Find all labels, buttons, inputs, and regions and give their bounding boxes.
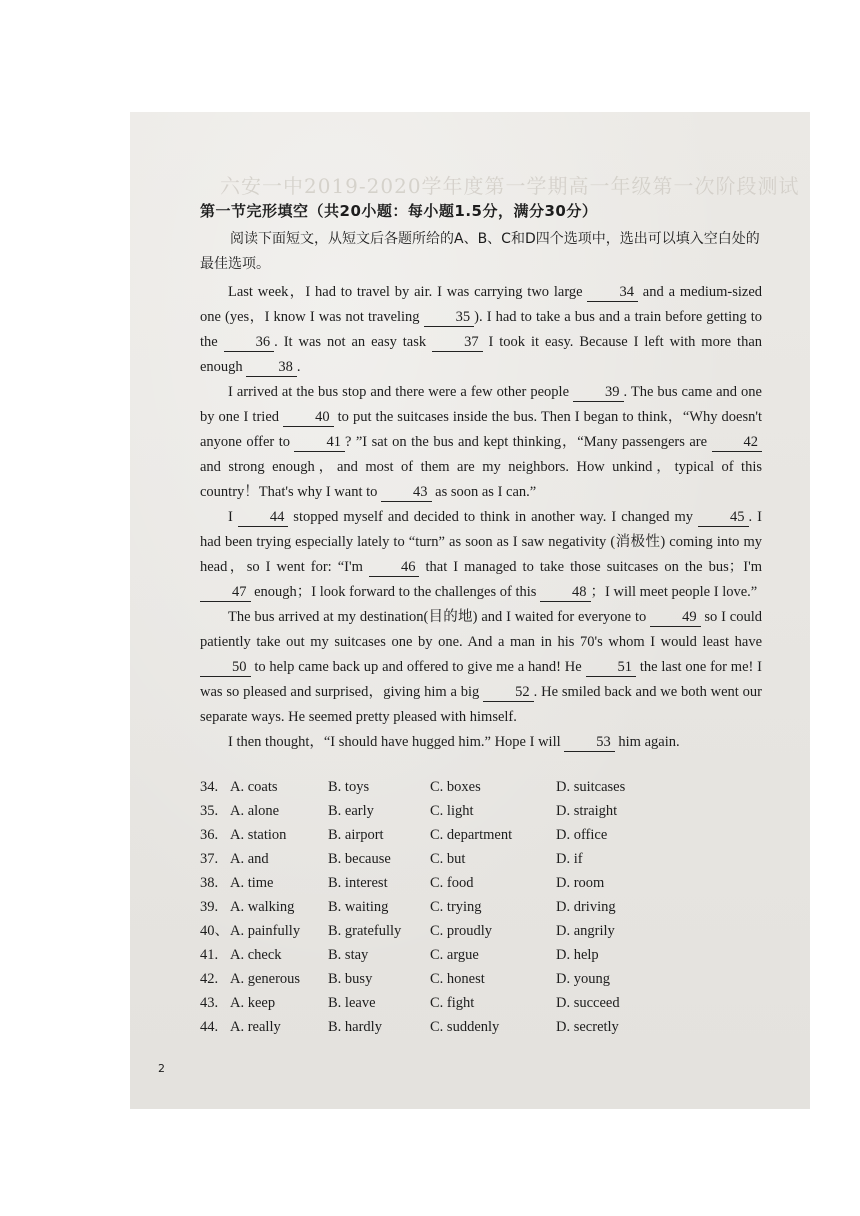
cloze-passage [200, 280, 762, 755]
option-c: C. suddenly [430, 1019, 500, 1035]
option-row [200, 1015, 760, 1039]
blank-50: 50 [200, 658, 251, 677]
passage-paragraph [200, 380, 762, 505]
option-a: A. generous [230, 971, 301, 987]
option-b: B. because [328, 851, 391, 867]
blank-41: 41 [294, 433, 345, 452]
option-a: A. time [230, 875, 274, 891]
blank-36: 36 [224, 333, 275, 352]
question-number: 34. [200, 779, 219, 795]
option-a: A. really [230, 1019, 281, 1035]
page-number: 2 [158, 1062, 165, 1075]
option-b: B. stay [328, 947, 369, 963]
passage-text: I took it easy. Because I left with more than enough [200, 334, 762, 375]
section-title: 第一节完形填空（共20小题：每小题1.5分，满分30分） [200, 202, 598, 220]
question-number: 41. [200, 947, 219, 963]
option-row [200, 919, 760, 943]
option-b: B. hardly [328, 1019, 382, 1035]
question-number: 37. [200, 851, 219, 867]
option-a: A. alone [230, 803, 280, 819]
option-a: A. station [230, 827, 287, 843]
option-a: A. keep [230, 995, 276, 1011]
option-d: D. succeed [556, 995, 620, 1011]
option-c: C. argue [430, 947, 479, 963]
option-a: A. coats [230, 779, 278, 795]
option-row [200, 943, 760, 967]
option-b: B. early [328, 803, 374, 819]
option-b: B. toys [328, 779, 370, 795]
passage-text: ? ”I sat on the bus and kept thinking，“Many passengers are [344, 434, 712, 450]
option-d: D. help [556, 947, 599, 963]
passage-text: I [228, 509, 238, 525]
passage-text: him again. [614, 734, 680, 750]
answer-options [200, 775, 760, 1039]
passage-text: I then thought，“I should have hugged him.” Hope I will [228, 734, 565, 750]
passage-text: enough；I look forward to the challenges of this [250, 584, 541, 600]
option-c: C. light [430, 803, 474, 819]
option-c: C. but [430, 851, 466, 867]
blank-38: 38 [246, 358, 297, 377]
passage-text: and a medium-sized one (yes，I know I was not traveling [200, 284, 762, 325]
option-d: D. driving [556, 899, 616, 915]
blank-52: 52 [483, 683, 534, 702]
question-number: 40、 [200, 923, 229, 939]
question-number: 35. [200, 803, 219, 819]
option-b: B. interest [328, 875, 388, 891]
question-number: 39. [200, 899, 219, 915]
passage-paragraph [200, 280, 762, 380]
passage-text: . I had been trying especially lately to “turn” as soon as I saw negativity (消极性) coming into my head，so I went for: “I'm [200, 509, 762, 575]
blank-44: 44 [238, 508, 289, 527]
passage-text: stopped myself and decided to think in another way. I changed my [288, 509, 699, 525]
option-d: D. secretly [556, 1019, 619, 1035]
blank-46: 46 [369, 558, 420, 577]
passage-text: as soon as I can.” [431, 484, 537, 500]
passage-text: The bus arrived at my destination(目的地) and I waited for everyone to [228, 609, 651, 625]
option-b: B. waiting [328, 899, 389, 915]
blank-42: 42 [712, 433, 763, 452]
option-a: A. painfully [230, 923, 301, 939]
option-d: D. suitcases [556, 779, 626, 795]
blank-51: 51 [586, 658, 637, 677]
passage-text: . He smiled back and we both went our separate ways. He seemed pretty pleased with himself. [200, 684, 762, 725]
option-row [200, 967, 760, 991]
blank-37: 37 [432, 333, 483, 352]
passage-text: . The bus came and one by one I tried [200, 384, 762, 425]
passage-text: that I managed to take those suitcases on the bus；I'm [419, 559, 762, 575]
option-d: D. young [556, 971, 610, 987]
option-c: C. proudly [430, 923, 493, 939]
option-c: C. trying [430, 899, 482, 915]
option-d: D. straight [556, 803, 618, 819]
section-instructions: 阅读下面短文，从短文后各题所给的A、B、C和D四个选项中，选出可以填入空白处的最佳选项。 [200, 231, 760, 272]
bleed-through-header: 六安一中2019-2020学年度第一学期高一年级第一次阶段测试 [220, 174, 800, 198]
blank-48: 48 [540, 583, 591, 602]
option-c: C. fight [430, 995, 475, 1011]
option-c: C. boxes [430, 779, 481, 795]
passage-paragraph [200, 505, 762, 605]
blank-45: 45 [698, 508, 749, 527]
option-d: D. room [556, 875, 605, 891]
question-number: 43. [200, 995, 219, 1011]
passage-text: and strong enough，and most of them are my neighbors. How unkind，typical of this country！That's why I want to [200, 459, 762, 500]
blank-43: 43 [381, 483, 432, 502]
option-row [200, 775, 760, 799]
option-c: C. department [430, 827, 513, 843]
exam-paper [130, 112, 810, 1109]
option-row [200, 823, 760, 847]
passage-text: to help came back up and offered to give me a hand! He [250, 659, 586, 675]
option-d: D. angrily [556, 923, 615, 939]
option-row [200, 799, 760, 823]
option-row [200, 895, 760, 919]
passage-paragraph [200, 730, 762, 755]
option-b: B. leave [328, 995, 376, 1011]
option-c: C. honest [430, 971, 485, 987]
passage-text: so I could patiently take out my suitcases one by one. And a man in his 70's whom I would least have [200, 609, 762, 650]
passage-text: ). I had to take a bus and a train before getting to the [200, 309, 762, 350]
question-number: 44. [200, 1019, 219, 1035]
question-number: 36. [200, 827, 219, 843]
question-number: 42. [200, 971, 219, 987]
passage-text: I arrived at the bus stop and there were a few other people [228, 384, 574, 400]
blank-47: 47 [200, 583, 251, 602]
passage-text: Last week，I had to travel by air. I was carrying two large [228, 284, 588, 300]
option-row [200, 847, 760, 871]
option-b: B. busy [328, 971, 373, 987]
passage-text: to put the suitcases inside the bus. Then I began to think，“Why doesn't anyone offer to [200, 409, 762, 450]
passage-text: . It was not an easy task [274, 334, 433, 350]
blank-49: 49 [650, 608, 701, 627]
option-c: C. food [430, 875, 474, 891]
blank-39: 39 [573, 383, 624, 402]
blank-34: 34 [587, 283, 638, 302]
option-a: A. check [230, 947, 282, 963]
blank-40: 40 [283, 408, 334, 427]
blank-35: 35 [424, 308, 475, 327]
option-d: D. if [556, 851, 583, 867]
passage-text: ；I will meet people I love.” [590, 584, 758, 600]
option-a: A. walking [230, 899, 295, 915]
passage-paragraph [200, 605, 762, 730]
option-d: D. office [556, 827, 608, 843]
option-a: A. and [230, 851, 269, 867]
option-b: B. airport [328, 827, 384, 843]
blank-53: 53 [564, 733, 615, 752]
option-row [200, 871, 760, 895]
option-row [200, 991, 760, 1015]
passage-text: . [296, 359, 301, 375]
question-number: 38. [200, 875, 219, 891]
passage-text: the last one for me! I was so pleased and surprised，giving him a big [200, 659, 762, 700]
option-b: B. gratefully [328, 923, 402, 939]
